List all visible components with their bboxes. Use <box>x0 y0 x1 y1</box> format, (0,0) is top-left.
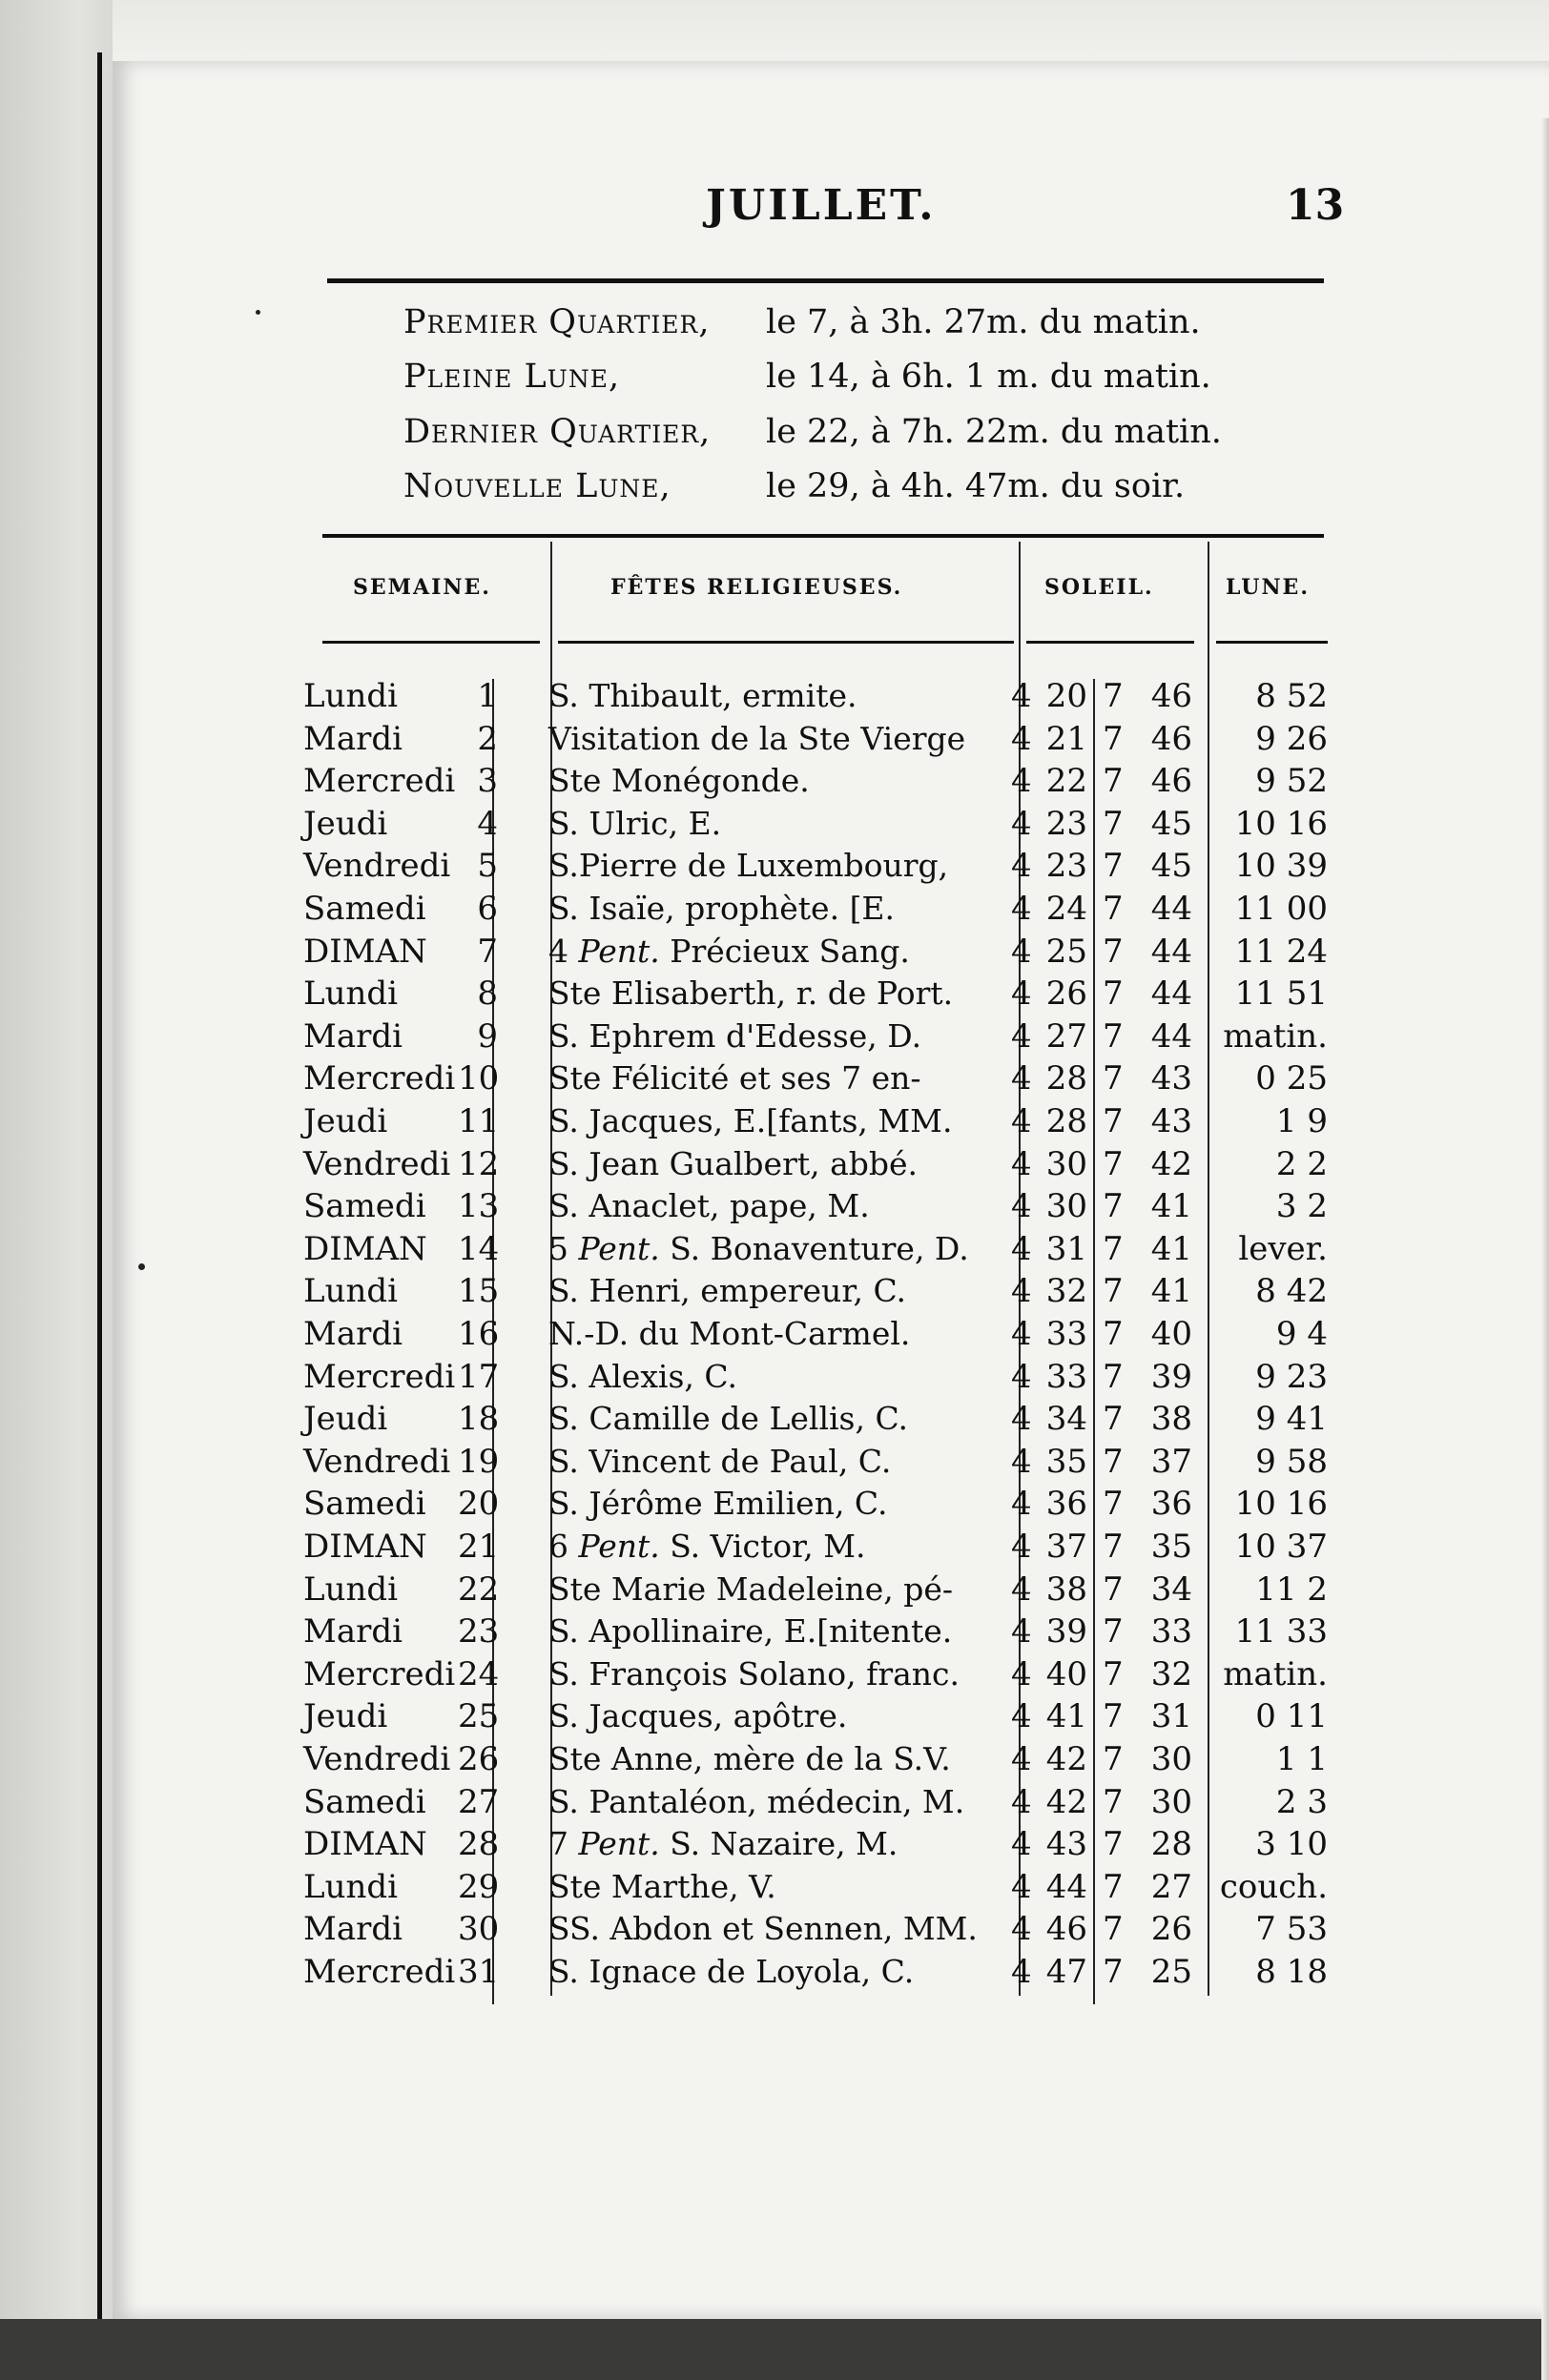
feast-name: S. Ulric, E. <box>548 804 722 842</box>
date-number: 16 <box>458 1315 500 1353</box>
sunset-hour: 7 <box>1103 1612 1124 1652</box>
sunset-hour: 7 <box>1103 1016 1124 1056</box>
moon-time: 1 1 <box>1275 1740 1328 1778</box>
moon-time: 8 52 <box>1255 677 1328 715</box>
sunset-hour: 7 <box>1103 847 1124 886</box>
sunset-minute: 37 <box>1150 1442 1192 1481</box>
date-number: 4 <box>477 804 498 843</box>
sunrise-hour: 4 <box>1011 1187 1032 1226</box>
feast-name: S. Vincent de Paul, C. <box>548 1442 892 1480</box>
gutter-rule <box>97 52 102 2319</box>
day-name: Vendredi <box>303 1740 451 1778</box>
sunset-minute: 44 <box>1150 975 1192 1014</box>
sunset-hour: 7 <box>1103 1782 1124 1821</box>
phase-name: Nouvelle Lune, <box>403 467 671 505</box>
sunset-hour: 7 <box>1103 1357 1124 1396</box>
sunrise-minute: 22 <box>1045 762 1087 801</box>
sunrise-minute: 46 <box>1045 1910 1087 1949</box>
day-name: Mercredi <box>303 762 456 801</box>
moon-time: matin. <box>1223 1016 1328 1056</box>
sunrise-hour: 4 <box>1011 975 1032 1014</box>
sunset-minute: 26 <box>1150 1910 1192 1949</box>
moon-time: 11 00 <box>1234 890 1328 928</box>
sunset-hour: 7 <box>1103 975 1124 1014</box>
day-name: Samedi <box>303 1187 426 1226</box>
day-name: DIMAN <box>303 1825 427 1864</box>
sunrise-hour: 4 <box>1011 1740 1032 1778</box>
day-name: Mardi <box>303 1612 403 1652</box>
moon-time: 8 18 <box>1255 1953 1328 1991</box>
day-name: Samedi <box>303 890 426 928</box>
sunrise-minute: 23 <box>1045 847 1087 886</box>
sunset-hour: 7 <box>1103 1485 1124 1524</box>
sunrise-hour: 4 <box>1011 890 1032 928</box>
moon-time: 11 2 <box>1255 1570 1328 1609</box>
sunset-hour: 7 <box>1103 1867 1124 1906</box>
day-name: Lundi <box>303 1272 399 1311</box>
col-head-lune: LUNE. <box>1226 575 1310 600</box>
day-name: Vendredi <box>303 847 451 886</box>
moon-time: 9 41 <box>1255 1400 1328 1439</box>
sunrise-minute: 42 <box>1045 1740 1087 1778</box>
moon-time: 3 10 <box>1255 1825 1328 1864</box>
feast-name: S. Alexis, C. <box>548 1357 737 1395</box>
day-name: Mardi <box>303 1910 403 1949</box>
sunrise-minute: 33 <box>1045 1315 1087 1353</box>
phase-detail: le 29, à 4h. 47m. du soir. <box>766 467 1186 505</box>
sunrise-minute: 31 <box>1045 1229 1087 1268</box>
sunset-minute: 30 <box>1150 1740 1192 1778</box>
sunset-hour: 7 <box>1103 1187 1124 1226</box>
sunrise-hour: 4 <box>1011 1272 1032 1311</box>
date-number: 20 <box>458 1485 500 1524</box>
day-name: DIMAN <box>303 1528 427 1566</box>
feast-name: S. Thibault, ermite. <box>548 677 857 714</box>
date-number: 5 <box>477 847 498 886</box>
sunrise-minute: 38 <box>1045 1570 1087 1609</box>
sunrise-hour: 4 <box>1011 1485 1032 1524</box>
moon-time: 9 58 <box>1255 1442 1328 1481</box>
moon-time: 11 24 <box>1234 932 1328 971</box>
day-name: Lundi <box>303 1867 399 1906</box>
day-name: Lundi <box>303 677 399 715</box>
feast-name: S. Pantaléon, médecin, M. <box>548 1782 965 1820</box>
moon-time: 0 11 <box>1255 1697 1328 1736</box>
sunset-hour: 7 <box>1103 804 1124 843</box>
feast-name: Ste Marthe, V. <box>548 1867 776 1905</box>
sunset-minute: 42 <box>1150 1144 1192 1183</box>
sunrise-hour: 4 <box>1011 1867 1032 1906</box>
sunrise-hour: 4 <box>1011 1953 1032 1991</box>
sunset-minute: 44 <box>1150 932 1192 971</box>
sunset-hour: 7 <box>1103 1144 1124 1183</box>
sunrise-hour: 4 <box>1011 1400 1032 1439</box>
moon-time: 3 2 <box>1275 1187 1328 1226</box>
sunrise-hour: 4 <box>1011 1229 1032 1268</box>
sunset-minute: 28 <box>1150 1825 1192 1864</box>
feast-name: S. Jean Gualbert, abbé. <box>548 1144 919 1182</box>
sunset-hour: 7 <box>1103 890 1124 928</box>
sunset-hour: 7 <box>1103 1102 1124 1140</box>
day-name: Samedi <box>303 1485 426 1524</box>
sunrise-hour: 4 <box>1011 1016 1032 1056</box>
date-number: 29 <box>458 1867 500 1906</box>
moon-time: matin. <box>1223 1654 1328 1693</box>
top-margin <box>113 0 1549 67</box>
sunset-hour: 7 <box>1103 1272 1124 1311</box>
col-underline <box>322 641 540 644</box>
date-number: 26 <box>458 1740 500 1778</box>
sunset-hour: 7 <box>1103 1740 1124 1778</box>
sunrise-hour: 4 <box>1011 719 1032 758</box>
date-number: 13 <box>458 1187 500 1226</box>
feast-name: Ste Félicité et ses 7 en- <box>548 1059 921 1098</box>
sunset-minute: 44 <box>1150 1016 1192 1056</box>
day-name: Mercredi <box>303 1059 456 1098</box>
sunrise-hour: 4 <box>1011 1782 1032 1821</box>
feast-name: Ste Elisaberth, r. de Port. <box>548 975 954 1013</box>
sunrise-minute: 42 <box>1045 1782 1087 1821</box>
sunrise-minute: 25 <box>1045 932 1087 971</box>
sunrise-hour: 4 <box>1011 1654 1032 1693</box>
sunrise-hour: 4 <box>1011 1612 1032 1652</box>
sunrise-hour: 4 <box>1011 1825 1032 1864</box>
feast-name: 7 Pent. S. Nazaire, M. <box>548 1825 898 1863</box>
sunset-minute: 25 <box>1150 1953 1192 1991</box>
sunset-hour: 7 <box>1103 1315 1124 1353</box>
phase-name: Dernier Quartier, <box>403 413 712 451</box>
date-number: 12 <box>458 1144 500 1183</box>
date-number: 14 <box>458 1229 500 1268</box>
date-number: 8 <box>477 975 498 1014</box>
sunrise-hour: 4 <box>1011 1315 1032 1353</box>
sunset-minute: 33 <box>1150 1612 1192 1652</box>
moon-time: 9 26 <box>1255 719 1328 758</box>
sunrise-minute: 39 <box>1045 1612 1087 1652</box>
day-name: Lundi <box>303 1570 399 1609</box>
sunset-hour: 7 <box>1103 762 1124 801</box>
sunset-hour: 7 <box>1103 1528 1124 1566</box>
date-number: 10 <box>458 1059 500 1098</box>
feast-name: S. Anaclet, pape, M. <box>548 1187 870 1225</box>
phase-name: Pleine Lune, <box>403 358 621 396</box>
sunrise-minute: 27 <box>1045 1016 1087 1056</box>
day-name: DIMAN <box>303 1229 427 1268</box>
sunset-minute: 34 <box>1150 1570 1192 1609</box>
sunrise-hour: 4 <box>1011 1059 1032 1098</box>
page-number: 13 <box>1286 181 1345 230</box>
moon-time: 9 52 <box>1255 762 1328 801</box>
sunrise-minute: 33 <box>1045 1357 1087 1396</box>
phase-name: Premier Quartier, <box>403 303 711 341</box>
sunset-minute: 38 <box>1150 1400 1192 1439</box>
sunset-minute: 41 <box>1150 1229 1192 1268</box>
moon-time: 10 16 <box>1234 804 1328 843</box>
feast-name: Ste Marie Madeleine, pé- <box>548 1570 954 1608</box>
sunrise-hour: 4 <box>1011 804 1032 843</box>
col-underline <box>1216 641 1328 644</box>
day-name: Mercredi <box>303 1953 456 1991</box>
col-head-semaine: SEMAINE. <box>353 575 491 600</box>
day-name: Mardi <box>303 1315 403 1353</box>
date-number: 31 <box>458 1953 500 1991</box>
sunrise-minute: 43 <box>1045 1825 1087 1864</box>
sunrise-minute: 35 <box>1045 1442 1087 1481</box>
sunrise-minute: 36 <box>1045 1485 1087 1524</box>
phase-detail: le 14, à 6h. 1 m. du matin. <box>766 358 1211 396</box>
day-name: Vendredi <box>303 1442 451 1481</box>
feast-name: Ste Anne, mère de la S.V. <box>548 1740 951 1777</box>
sunset-minute: 43 <box>1150 1059 1192 1098</box>
day-name: Jeudi <box>303 1400 388 1439</box>
feast-name: S. François Solano, franc. <box>548 1654 960 1693</box>
facing-page-margin <box>0 0 113 2319</box>
sunset-minute: 35 <box>1150 1528 1192 1566</box>
sunset-minute: 36 <box>1150 1485 1192 1524</box>
sunrise-hour: 4 <box>1011 1357 1032 1396</box>
phase-detail: le 7, à 3h. 27m. du matin. <box>766 303 1201 341</box>
moon-time: lever. <box>1238 1229 1328 1268</box>
feast-name: S. Ephrem d'Edesse, D. <box>548 1016 922 1055</box>
sunset-minute: 41 <box>1150 1272 1192 1311</box>
sunset-hour: 7 <box>1103 1570 1124 1609</box>
sunrise-minute: 28 <box>1045 1102 1087 1140</box>
sunset-minute: 43 <box>1150 1102 1192 1140</box>
sunset-hour: 7 <box>1103 1697 1124 1736</box>
sunset-hour: 7 <box>1103 1059 1124 1098</box>
feast-name: S. Apollinaire, E.[nitente. <box>548 1612 953 1651</box>
sunrise-hour: 4 <box>1011 1528 1032 1566</box>
day-name: Mercredi <box>303 1654 456 1693</box>
feast-name: Visitation de la Ste Vierge <box>548 719 966 757</box>
page-edge <box>1541 118 1549 2380</box>
day-name: Vendredi <box>303 1144 451 1183</box>
feast-name: N.-D. du Mont-Carmel. <box>548 1315 911 1352</box>
date-number: 24 <box>458 1654 500 1693</box>
sunrise-minute: 30 <box>1045 1187 1087 1226</box>
sunset-hour: 7 <box>1103 1953 1124 1991</box>
sunrise-minute: 24 <box>1045 890 1087 928</box>
sunrise-hour: 4 <box>1011 1442 1032 1481</box>
date-number: 3 <box>477 762 498 801</box>
sunset-minute: 45 <box>1150 847 1192 886</box>
sunset-minute: 32 <box>1150 1654 1192 1693</box>
moon-time: 9 4 <box>1275 1315 1328 1353</box>
sunset-minute: 27 <box>1150 1867 1192 1906</box>
day-name: Lundi <box>303 975 399 1014</box>
header-rule <box>327 278 1324 283</box>
sunrise-hour: 4 <box>1011 1102 1032 1140</box>
date-number: 28 <box>458 1825 500 1864</box>
col-underline <box>1026 641 1194 644</box>
moon-time: 0 25 <box>1255 1059 1328 1098</box>
col-head-soleil: SOLEIL. <box>1044 575 1154 600</box>
date-number: 17 <box>458 1357 500 1396</box>
day-name: Jeudi <box>303 1697 388 1736</box>
day-name: DIMAN <box>303 932 427 971</box>
feast-name: Ste Monégonde. <box>548 762 810 800</box>
sunrise-hour: 4 <box>1011 1144 1032 1183</box>
date-number: 23 <box>458 1612 500 1652</box>
sunset-hour: 7 <box>1103 677 1124 715</box>
date-number: 21 <box>458 1528 500 1566</box>
date-number: 7 <box>477 932 498 971</box>
sunrise-minute: 47 <box>1045 1953 1087 1991</box>
feast-name: S. Jacques, E.[fants, MM. <box>548 1102 953 1139</box>
soleil-divider <box>1093 679 1095 2004</box>
moon-time: 10 37 <box>1234 1528 1328 1566</box>
sunset-hour: 7 <box>1103 719 1124 758</box>
sunrise-minute: 37 <box>1045 1528 1087 1566</box>
date-number: 19 <box>458 1442 500 1481</box>
date-number: 1 <box>477 677 498 715</box>
feast-name: S. Ignace de Loyola, C. <box>548 1953 915 1990</box>
moon-time: 8 42 <box>1255 1272 1328 1311</box>
date-number: 18 <box>458 1400 500 1439</box>
sunrise-minute: 28 <box>1045 1059 1087 1098</box>
sunset-minute: 41 <box>1150 1187 1192 1226</box>
sunrise-minute: 20 <box>1045 677 1087 715</box>
date-number: 9 <box>477 1016 498 1056</box>
print-speck <box>256 310 260 315</box>
sunset-minute: 40 <box>1150 1315 1192 1353</box>
moon-time: couch. <box>1219 1867 1328 1906</box>
month-title: JUILLET. <box>706 181 937 230</box>
day-name: Mardi <box>303 1016 403 1056</box>
sunset-minute: 46 <box>1150 719 1192 758</box>
feast-name: S. Henri, empereur, C. <box>548 1272 907 1310</box>
moon-time: 2 2 <box>1275 1144 1328 1183</box>
moon-time: 7 53 <box>1255 1910 1328 1949</box>
sunrise-hour: 4 <box>1011 677 1032 715</box>
sunrise-minute: 40 <box>1045 1654 1087 1693</box>
day-name: Jeudi <box>303 804 388 843</box>
feast-name: S. Isaïe, prophète. [E. <box>548 890 896 927</box>
phase-detail: le 22, à 7h. 22m. du matin. <box>766 413 1222 451</box>
sunset-minute: 45 <box>1150 804 1192 843</box>
sunrise-minute: 44 <box>1045 1867 1087 1906</box>
date-number: 2 <box>477 719 498 758</box>
sunrise-hour: 4 <box>1011 1570 1032 1609</box>
moon-time: 1 9 <box>1275 1102 1328 1140</box>
day-name: Jeudi <box>303 1102 388 1140</box>
feast-name: SS. Abdon et Sennen, MM. <box>548 1910 978 1948</box>
sunset-hour: 7 <box>1103 1400 1124 1439</box>
sunset-minute: 31 <box>1150 1697 1192 1736</box>
sunrise-minute: 26 <box>1045 975 1087 1014</box>
day-name: Mardi <box>303 719 403 758</box>
day-name: Samedi <box>303 1782 426 1821</box>
feast-name: S. Jérôme Emilien, C. <box>548 1485 888 1523</box>
feast-name: 6 Pent. S. Victor, M. <box>548 1528 866 1565</box>
sunrise-minute: 34 <box>1045 1400 1087 1439</box>
sunrise-minute: 41 <box>1045 1697 1087 1736</box>
sunrise-hour: 4 <box>1011 1910 1032 1949</box>
moon-time: 9 23 <box>1255 1357 1328 1396</box>
sunrise-minute: 21 <box>1045 719 1087 758</box>
moon-time: 2 3 <box>1275 1782 1328 1821</box>
sunset-minute: 30 <box>1150 1782 1192 1821</box>
sunrise-minute: 23 <box>1045 804 1087 843</box>
day-name: Mercredi <box>303 1357 456 1396</box>
sunset-minute: 39 <box>1150 1357 1192 1396</box>
date-number: 25 <box>458 1697 500 1736</box>
sunrise-hour: 4 <box>1011 847 1032 886</box>
sunset-minute: 46 <box>1150 762 1192 801</box>
print-speck <box>138 1263 145 1270</box>
moon-time: 10 16 <box>1234 1485 1328 1524</box>
date-number: 11 <box>458 1102 500 1140</box>
sunrise-minute: 32 <box>1045 1272 1087 1311</box>
phases-rule <box>322 534 1324 538</box>
date-number: 30 <box>458 1910 500 1949</box>
sunset-minute: 44 <box>1150 890 1192 928</box>
sunset-minute: 46 <box>1150 677 1192 715</box>
sunset-hour: 7 <box>1103 1229 1124 1268</box>
date-number: 27 <box>458 1782 500 1821</box>
date-number: 6 <box>477 890 498 928</box>
sunset-hour: 7 <box>1103 932 1124 971</box>
sunset-hour: 7 <box>1103 1825 1124 1864</box>
sunset-hour: 7 <box>1103 1442 1124 1481</box>
moon-time: 11 33 <box>1234 1612 1328 1652</box>
feast-name: S.Pierre de Luxembourg, <box>548 847 949 885</box>
moon-time: 11 51 <box>1234 975 1328 1014</box>
sunset-hour: 7 <box>1103 1654 1124 1693</box>
date-number: 15 <box>458 1272 500 1311</box>
sunset-hour: 7 <box>1103 1910 1124 1949</box>
moon-time: 10 39 <box>1234 847 1328 886</box>
feast-name: S. Camille de Lellis, C. <box>548 1400 909 1438</box>
col-underline <box>558 641 1014 644</box>
col-head-fetes: FÊTES RELIGIEUSES. <box>610 575 903 600</box>
sunrise-hour: 4 <box>1011 932 1032 971</box>
sunrise-hour: 4 <box>1011 762 1032 801</box>
feast-name: 5 Pent. S. Bonaventure, D. <box>548 1229 969 1267</box>
sunrise-minute: 30 <box>1045 1144 1087 1183</box>
sunrise-hour: 4 <box>1011 1697 1032 1736</box>
feast-name: 4 Pent. Précieux Sang. <box>548 932 910 970</box>
feast-name: S. Jacques, apôtre. <box>548 1697 848 1735</box>
date-number: 22 <box>458 1570 500 1609</box>
